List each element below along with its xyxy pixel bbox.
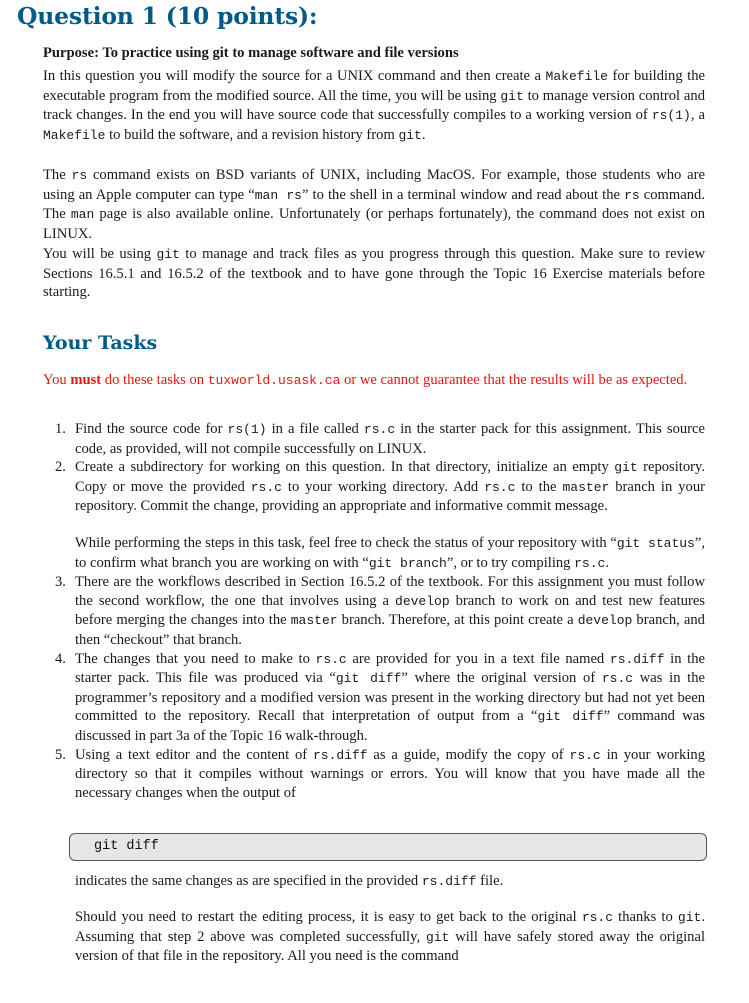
question-title: Question 1 (10 points): (17, 2, 318, 30)
inline-code: git (677, 910, 702, 925)
tasks-heading: Your Tasks (43, 332, 158, 354)
after-code-text: indicates the same changes as are specified in the provided rs.diff file. (75, 873, 504, 889)
task-item-1: 1. Find the source code for rs(1) in a file called rs.c in the starter pack for this assignment. This source code, as provided, will not compile successfully on LINUX. (55, 421, 705, 457)
inline-code: rs.c (569, 747, 601, 763)
inline-code: git (156, 247, 180, 262)
task-item-2: 2. Create a subdirectory for working on this question. In that directory, initialize an empty git repository. Copy or move the provided rs.c to your working directory. Add rs.c to the master branch in your repository. Commit the change, providing an appropriate and informative commit message. While performing the steps in this task, feel free to check the status of your repository with “git status”, to confirm what branch you are working on with “git branch”, or to try compiling rs.c. (43, 458, 705, 573)
task-item-5: 5. Using a text editor and the content of rs.diff as a guide, modify the copy of rs.c in your working directory so that it compiles without warnings or errors. You will know that you have made all the necessary changes when the output of (55, 746, 705, 801)
inline-code: rs.c (574, 555, 606, 571)
inline-code: rs.c (484, 479, 516, 495)
task-2-note: While performing the steps in this task, feel free to check the status of your repository with “git status”, to confirm what branch you are working on with “git branch”, or to try compiling rs.c. (75, 534, 706, 571)
inline-code: git branch (368, 555, 447, 571)
inline-code: git (614, 460, 638, 476)
task-item-4: 4. The changes that you need to make to rs.c are provided for you in a text file named rs.diff in the starter pack. This file was produced via “git diff” where the original version of rs.c was in the programmer’s repository and a modified version was present in the working directory but had not yet been committed to the repository. Recall that interpretation of output from a “git diff” command was discussed in part 3a of the Topic 16 walk-through. (55, 650, 705, 744)
code-command: git diff (94, 839, 159, 854)
inline-code: rs.diff (609, 651, 665, 667)
intro-paragraph-1: In this question you will modify the source for a UNIX command and then create a Makefile for building the executable program from the modified source. All the time, you will be using git to manage version control and track changes. In the end you will have source code that successfully compiles to a working version of rs(1), a Makefile to build the software, and a revision history from git. (43, 68, 705, 143)
inline-code: rs.c (601, 671, 634, 687)
task-number: 5. (55, 746, 66, 763)
inline-code: master (562, 479, 610, 495)
intro-paragraph-2: The rs command exists on BSD variants of UNIX, including MacOS. For example, those students who are using an Apple computer can type “man rs” to the shell in a terminal window and read about the rs command. The man page is also available online. Unfortunately (or perhaps fortunately), the command does not exist on LINUX. (43, 167, 705, 242)
emphasis-must: must (70, 372, 102, 388)
task-number: 1. (55, 421, 66, 437)
inline-code: git diff (335, 671, 402, 687)
code-block (69, 833, 707, 861)
inline-code: rs.diff (421, 874, 477, 889)
inline-code: git (398, 127, 422, 143)
inline-code: rs (71, 168, 88, 183)
hostname: tuxworld.usask.ca (207, 373, 341, 388)
task-list (43, 420, 705, 802)
inline-code: rs.c (250, 479, 282, 495)
inline-code: man (70, 207, 95, 223)
inline-code: rs(1) (651, 108, 691, 124)
inline-code: git (500, 88, 524, 104)
inline-code: master (290, 613, 338, 629)
inline-code: git (425, 929, 450, 945)
purpose-statement: Purpose: To practice using git to manage software and file versions (43, 45, 459, 61)
task-number: 2. (55, 459, 66, 476)
inline-code: git diff (537, 709, 604, 725)
inline-code: Makefile (545, 69, 608, 84)
inline-code: Makefile (43, 127, 106, 143)
inline-code: rs.c (363, 422, 396, 437)
inline-code: rs.c (315, 651, 347, 667)
restart-paragraph: Should you need to restart the editing process, it is easy to get back to the original rs.c thanks to git. Assuming that step 2 above was completed successfully, git will have safely stored away the original version of that file in the repository. All you need is the command (75, 909, 705, 965)
intro-paragraph-3: You will be using git to manage and track files as you progress through this question. Make sure to review Sections 16.5.1 and 16.5.2 of the textbook and to have gone through the Topic 16 Exercise materials before starting. (43, 246, 705, 301)
inline-code: develop (395, 593, 450, 609)
inline-code: rs.diff (312, 747, 368, 763)
task-number: 4. (55, 650, 66, 667)
warning-notice: You must do these tasks on tuxworld.usask.ca or we cannot guarantee that the results will be as expected. (43, 372, 688, 388)
inline-code: man rs (254, 187, 302, 203)
inline-code: git status (616, 535, 695, 551)
inline-code: rs(1) (227, 422, 267, 437)
task-item-3: 3. There are the workflows described in Section 16.5.2 of the textbook. For this assignment you must follow the second workflow, the one that involves using a develop branch to work on and test new features before merging the changes into the master branch. Therefore, at this point create a develop branch, and then “checkout” that branch. (55, 574, 705, 648)
inline-code: develop (577, 613, 633, 629)
inline-code: rs (624, 187, 640, 203)
task-number: 3. (55, 574, 66, 591)
inline-code: rs.c (581, 910, 614, 925)
